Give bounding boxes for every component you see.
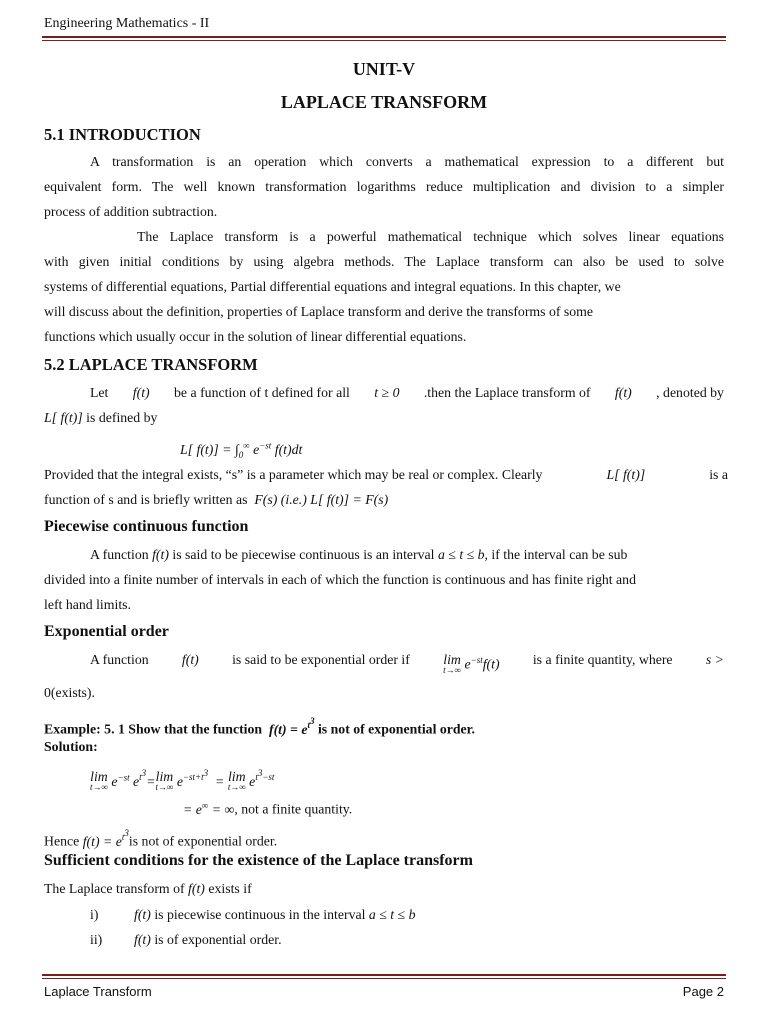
text: is a finite quantity, where: [532, 652, 673, 667]
math-interval: a ≤ t ≤ b: [437, 547, 485, 562]
para-line: 0(exists).: [44, 685, 95, 700]
conclusion-line: [44, 824, 724, 851]
text: is not of exponential order.: [128, 833, 278, 849]
math-s-gt: s >: [705, 652, 724, 667]
header-rule-thin: [42, 40, 726, 41]
list-item: [90, 906, 690, 924]
para-line: [90, 546, 726, 564]
chapter-title: LAPLACE TRANSFORM: [280, 92, 488, 112]
header-rule: [42, 36, 726, 38]
solution-formula-1: lim t→∞ $e^{-st}$ $e^{t^3}=\lim$ t→∞ $e^{-st+t^3} = \lim$ t→∞ $e^{t^3-st}$: [90, 768, 275, 793]
text: is not of exponential order.: [317, 721, 475, 737]
para-line: A transformation is an operation which converts a mathematical expression to a different but: [90, 154, 724, 169]
list-item: [90, 931, 690, 949]
para-line: left hand limits.: [44, 597, 131, 612]
text: The Laplace transform of: [44, 881, 185, 896]
para-line: systems of differential equations, Partial differential equations and integral equations. In this chapter, we: [44, 279, 621, 294]
para-line: [44, 466, 728, 484]
math-f-t: f(t): [134, 907, 151, 922]
text: A function: [90, 547, 149, 562]
text: is piecewise continuous in the interval: [154, 907, 366, 922]
definition-line: [90, 384, 724, 402]
math-notation: F(s) (i.e.) L[ f(t)] = F(s): [250, 492, 389, 507]
section-heading-5-2: 5.2 LAPLACE TRANSFORM: [44, 355, 258, 374]
math-f-et3: $f(t) = e^{t^3}$: [82, 828, 129, 849]
subheading-piecewise: Piecewise continuous function: [44, 518, 249, 535]
subheading-sufficient-conditions: Sufficient conditions for the existence of the Laplace transform: [44, 852, 473, 869]
para-line: [90, 651, 724, 676]
definition-line-2: [44, 409, 724, 427]
list-number: ii): [90, 932, 103, 947]
text: be a function of t defined for all: [174, 385, 350, 400]
laplace-definition-formula: L[ $f(t)] = \int_0^\infty$ $e^{-st}$ f(t)dt: [180, 440, 303, 460]
page-number: Page 2: [682, 984, 724, 999]
text: .then the Laplace transform of: [423, 385, 591, 400]
para-line: equivalent form. The well known transformation logarithms reduce multiplication and division to a simpler: [44, 179, 724, 194]
text: Example: 5. 1 Show that the function: [44, 721, 263, 737]
running-header: Engineering Mathematics - II: [44, 16, 210, 31]
text: Hence: [44, 833, 80, 849]
para-line: functions which usually occur in the solution of linear differential equations.: [44, 329, 467, 344]
math-limit: lim t→∞ $e^{-st}f(t)$: [443, 652, 500, 676]
math-L-f-t: L[ f(t)]: [44, 410, 83, 425]
footer-title: Laplace Transform: [44, 984, 152, 999]
text: Provided that the integral exists, “s” is a parameter which may be real or complex. Clearly: [44, 467, 543, 482]
text: Let: [90, 385, 109, 400]
solution-formula-2: = e∞ = ∞, not a finite quantity.: [183, 800, 353, 817]
text: is a: [709, 467, 728, 482]
math-f-t: f(t): [152, 547, 169, 562]
section-heading-5-1: 5.1 INTRODUCTION: [44, 125, 201, 144]
math-f-t: f(t): [181, 652, 199, 667]
math-f-t: f(t): [132, 385, 150, 400]
math-f-t: f(t): [134, 932, 151, 947]
para-line: [44, 491, 724, 509]
subheading-exponential-order: Exponential order: [44, 623, 169, 640]
para-line: [44, 880, 724, 898]
text: function of s and is briefly written as: [44, 492, 248, 507]
text: is of exponential order.: [154, 932, 282, 947]
text: is said to be piecewise continuous is an interval: [172, 547, 435, 562]
math-interval: a ≤ t ≤ b: [368, 907, 416, 922]
text: is said to be exponential order if: [232, 652, 410, 667]
text: , if the interval can be sub: [484, 547, 628, 562]
math-L-f-t: L[ f(t)]: [606, 467, 646, 482]
footer-rule: [42, 974, 726, 976]
math-t-ge-0: t ≥ 0: [374, 385, 400, 400]
para-line: will discuss about the definition, properties of Laplace transform and derive the transforms of some: [44, 304, 594, 319]
para-line: with given initial conditions by using algebra methods. The Laplace transform can also be used to solve: [44, 254, 724, 269]
para-line: divided into a finite number of intervals in each of which the function is continuous and has finite right and: [44, 572, 636, 587]
math-f-t: f(t): [188, 881, 205, 896]
text: , not a finite quantity.: [234, 801, 353, 817]
footer-rule-thin: [42, 978, 726, 979]
math-f-et3: $f(t) = e^{t^3}$: [265, 716, 315, 737]
text: , denoted by: [656, 385, 724, 400]
para-line: process of addition subtraction.: [44, 204, 218, 219]
example-heading: [44, 712, 724, 739]
text: A function: [90, 652, 149, 667]
unit-title: UNIT-V: [352, 59, 416, 79]
para-line: The Laplace transform is a powerful mathematical technique which solves linear equations: [137, 229, 724, 244]
text: exists if: [208, 881, 252, 896]
list-number: i): [90, 907, 99, 922]
math-f-t: f(t): [614, 385, 632, 400]
solution-label: Solution:: [44, 739, 98, 754]
text: is defined by: [86, 410, 158, 425]
